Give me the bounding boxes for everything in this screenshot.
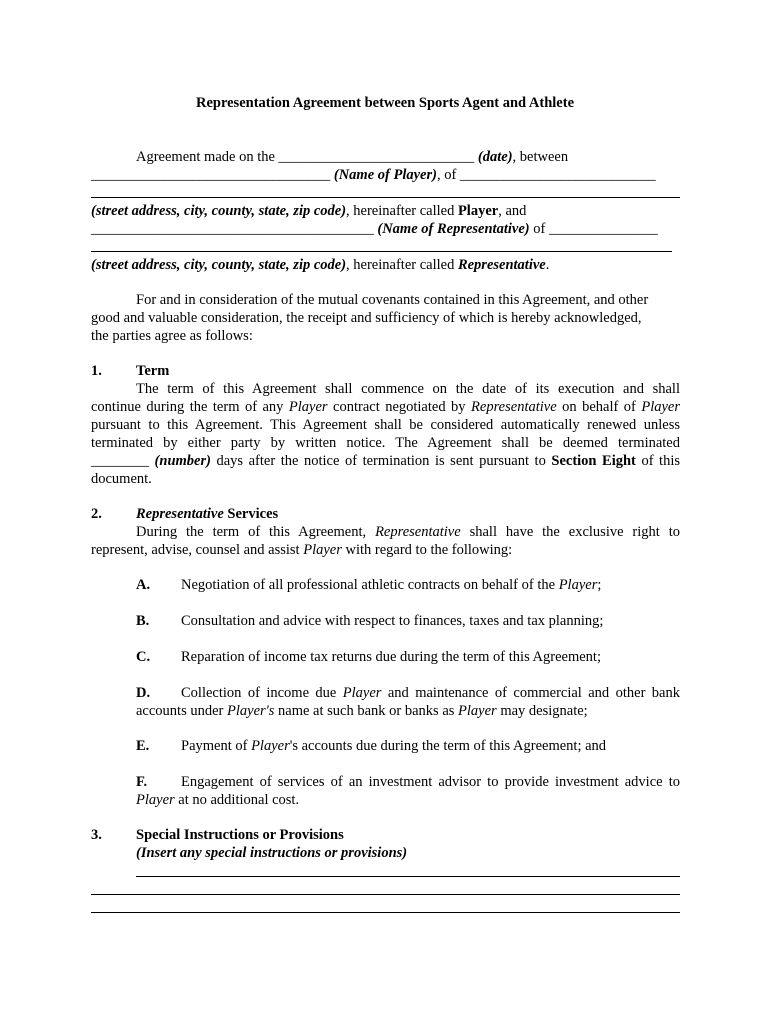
- date-blank[interactable]: ___________________________: [278, 149, 475, 165]
- intro-line-5: _______________________________________ (Name of Representative) of _______________: [91, 221, 658, 237]
- special-instructions-line-3[interactable]: [91, 912, 680, 913]
- consideration-line-1: For and in consideration of the mutual covenants contained in this Agreement, and other: [136, 292, 649, 308]
- item-c-text: Reparation of income tax returns due during the term of this Agreement;: [181, 649, 601, 665]
- item-e-text: Payment of Player's accounts due during the term of this Agreement; and: [181, 738, 607, 754]
- section-2-heading: Representative Services: [136, 506, 279, 522]
- section-2-line-1: During the term of this Agreement, Representative shall have the exclusive right to: [136, 524, 680, 540]
- item-e-letter: E.: [136, 738, 150, 754]
- section-1-line-5: ________ (number) days after the notice of termination is sent pursuant to Section Eight of this: [91, 453, 681, 469]
- section-2-number: 2.: [91, 506, 102, 522]
- item-f-letter: F.: [136, 774, 148, 790]
- intro-line-7: (street address, city, county, state, zip code), hereinafter called Representative.: [91, 257, 550, 273]
- item-d-letter: D.: [136, 685, 151, 701]
- representative-address-rule[interactable]: [91, 251, 672, 252]
- item-b-text: Consultation and advice with respect to finances, taxes and tax planning;: [181, 613, 604, 629]
- section-1-number: 1.: [91, 363, 102, 379]
- termination-days-blank[interactable]: ________: [91, 453, 149, 469]
- section-1-line-4: terminated by either party by written notice. The Agreement shall be deemed terminated: [91, 435, 680, 451]
- intro-line-4: (street address, city, county, state, zip code), hereinafter called Player, and: [91, 203, 527, 219]
- section-1-line-2: continue during the term of any Player contract negotiated by Representative on behalf of Player: [91, 399, 680, 415]
- player-name-blank[interactable]: _________________________________: [91, 167, 331, 183]
- section-1-heading: Term: [136, 363, 170, 379]
- consideration-line-2: good and valuable consideration, the receipt and sufficiency of which is hereby acknowledged,: [91, 310, 642, 326]
- consideration-line-3: the parties agree as follows:: [91, 328, 253, 344]
- player-address-rule[interactable]: [91, 197, 680, 198]
- section-3-heading: Special Instructions or Provisions: [136, 827, 344, 843]
- item-f-text-line-1: Engagement of services of an investment advisor to provide investment advice to: [181, 774, 680, 790]
- item-a-letter: A.: [136, 577, 151, 593]
- item-a-text: Negotiation of all professional athletic contracts on behalf of the Player;: [181, 577, 602, 593]
- item-f-text-line-2: Player at no additional cost.: [136, 792, 300, 808]
- special-instructions-line-2[interactable]: [91, 894, 680, 895]
- document-title: Representation Agreement between Sports Agent and Athlete: [195, 95, 575, 111]
- section-1-line-6: document.: [91, 471, 152, 487]
- section-3-number: 3.: [91, 827, 102, 843]
- item-d-text-line-2: accounts under Player's name at such bank or banks as Player may designate;: [136, 703, 588, 719]
- section-2-line-2: represent, advise, counsel and assist Player with regard to the following:: [91, 542, 513, 558]
- representative-address-blank-1[interactable]: _______________: [548, 221, 658, 237]
- section-3-instruction: (Insert any special instructions or provisions): [136, 845, 408, 861]
- item-c-letter: C.: [136, 649, 151, 665]
- representative-name-blank[interactable]: _______________________________________: [91, 221, 374, 237]
- special-instructions-line-1[interactable]: [136, 876, 680, 877]
- item-b-letter: B.: [136, 613, 150, 629]
- section-1-line-1: The term of this Agreement shall commence on the date of its execution and shall: [136, 381, 680, 397]
- intro-line-1: Agreement made on the ___________________________ (date), between: [136, 149, 569, 165]
- section-1-line-3: pursuant to this Agreement. This Agreement shall be considered automatically renewed unless: [91, 417, 680, 433]
- item-d-text-line-1: Collection of income due Player and maintenance of commercial and other bank: [181, 685, 680, 701]
- intro-line-2: _________________________________ (Name of Player), of ___________________________: [91, 167, 656, 183]
- player-address-blank-1[interactable]: ___________________________: [459, 167, 656, 183]
